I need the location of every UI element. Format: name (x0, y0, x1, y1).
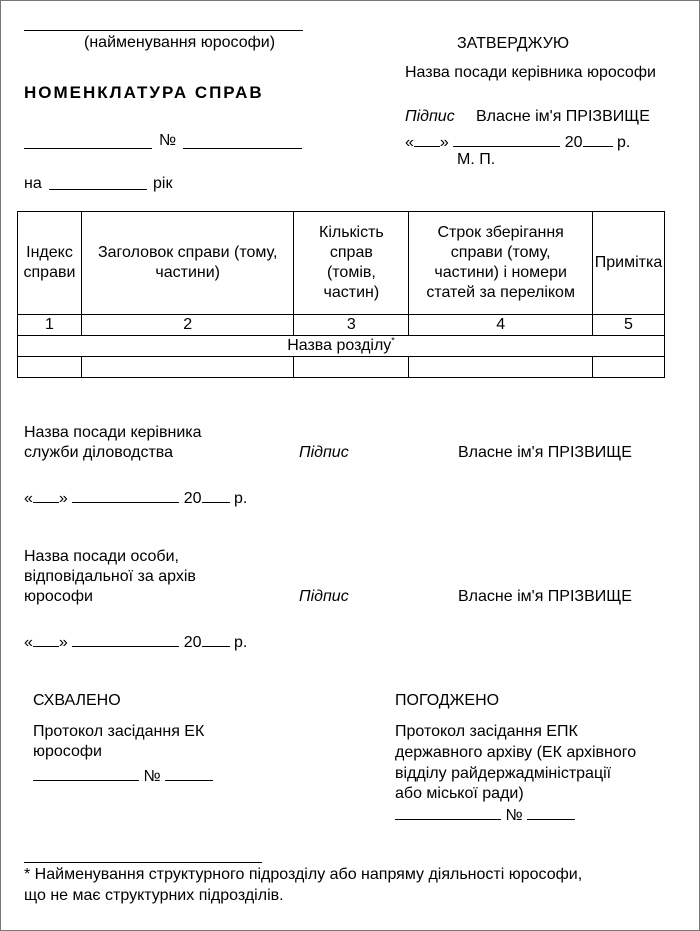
footnote-mark: * (391, 335, 395, 346)
date-open-quote: « (24, 490, 33, 507)
approval-position: Назва посади керівника юрософи (405, 64, 656, 81)
column-number: 4 (409, 315, 593, 336)
protocol-date-field[interactable] (33, 764, 139, 781)
year-field[interactable] (49, 189, 147, 190)
header-title: Заголовок справи (тому, частини) (81, 212, 293, 315)
approval-name: Власне ім'я ПРІЗВИЩЕ (476, 108, 650, 125)
signer2-date (24, 630, 247, 653)
agreed-line3: відділу райдержадміністрації (395, 765, 612, 782)
signer1-position-line2: служби діловодства (24, 444, 173, 461)
cell-title[interactable] (81, 357, 293, 378)
month-field[interactable] (72, 630, 179, 647)
approved-line1: Протокол засідання ЕК (33, 723, 205, 740)
org-name-caption: (найменування юрософи) (84, 34, 276, 51)
column-numbers-row (18, 315, 665, 336)
month-field[interactable] (72, 486, 179, 503)
date-open-quote: « (24, 634, 33, 651)
approval-title: ЗАТВЕРДЖУЮ (457, 35, 570, 52)
nomenclature-table (17, 211, 665, 378)
year-prefix: 20 (183, 490, 202, 507)
column-number: 5 (592, 315, 664, 336)
header-index: Індекс справи (18, 212, 82, 315)
section-name-cell (18, 336, 665, 357)
agreed-line1: Протокол засідання ЕПК (395, 723, 578, 740)
registry-field[interactable] (24, 148, 152, 149)
org-name-field[interactable] (24, 30, 303, 31)
signer2-signature: Підпис (299, 588, 349, 605)
footnote-divider (24, 862, 262, 863)
signer2-position-line1: Назва посади особи, (24, 548, 179, 565)
section-row (18, 336, 665, 357)
cell-retention[interactable] (409, 357, 593, 378)
signer1-signature: Підпис (299, 444, 349, 461)
agreed-line4: або міської ради) (395, 785, 524, 802)
column-number: 1 (18, 315, 82, 336)
approved-line2: юрософи (33, 743, 102, 760)
year-prefix: на (24, 175, 42, 192)
footnote-line1: * Найменування структурного підрозділу або напряму діяльності юрософи, (24, 866, 583, 883)
date-close-quote: » (58, 490, 68, 507)
year-prefix: 20 (183, 634, 202, 651)
year-prefix: 20 (564, 134, 583, 151)
protocol-date-field[interactable] (395, 803, 501, 820)
column-number: 2 (81, 315, 293, 336)
protocol-number-field[interactable] (527, 803, 575, 820)
approved-title: СХВАЛЕНО (33, 692, 121, 709)
agreed-line2: державного архіву (ЕК архівного (395, 744, 637, 761)
date-close-quote: » (439, 134, 449, 151)
day-field[interactable] (33, 630, 59, 647)
table-header-row (18, 212, 665, 315)
cell-note[interactable] (592, 357, 664, 378)
agreed-protocol (395, 803, 575, 826)
stamp-label: М. П. (457, 151, 496, 168)
date-open-quote: « (405, 134, 414, 151)
day-field[interactable] (414, 130, 440, 147)
header-note: Примітка (592, 212, 664, 315)
agreed-title: ПОГОДЖЕНО (395, 692, 500, 709)
year-field[interactable] (583, 130, 613, 147)
signer1-date (24, 486, 247, 509)
month-field[interactable] (453, 130, 560, 147)
signer2-position-line3: юрософи (24, 588, 93, 605)
column-number: 3 (294, 315, 409, 336)
number-field[interactable] (183, 148, 302, 149)
header-count: Кількість справ (томів, частин) (294, 212, 409, 315)
date-close-quote: » (58, 634, 68, 651)
signer1-name: Власне ім'я ПРІЗВИЩЕ (458, 444, 632, 461)
year-field[interactable] (202, 486, 230, 503)
table-row (18, 357, 665, 378)
day-field[interactable] (33, 486, 59, 503)
signer1-position-line1: Назва посади керівника (24, 424, 202, 441)
header-retention: Строк зберігання справи (тому, частини) і номери статей за переліком (409, 212, 593, 315)
approval-date (405, 130, 630, 153)
section-name: Назва розділу (287, 337, 392, 354)
approval-signature: Підпис (405, 108, 455, 125)
number-sign: № (159, 132, 177, 149)
year-suffix: рік (153, 175, 173, 192)
number-sign: № (505, 807, 523, 824)
footnote-line2: що не має структурних підрозділів. (24, 887, 284, 904)
cell-count[interactable] (294, 357, 409, 378)
signer2-position-line2: відповідальної за архів (24, 568, 196, 585)
number-sign: № (143, 768, 161, 785)
year-field[interactable] (202, 630, 230, 647)
document-title: НОМЕНКЛАТУРА СПРАВ (24, 83, 264, 102)
signer2-name: Власне ім'я ПРІЗВИЩЕ (458, 588, 632, 605)
approved-protocol (33, 764, 213, 787)
year-suffix: р. (233, 634, 248, 651)
year-suffix: р. (616, 134, 631, 151)
cell-index[interactable] (18, 357, 82, 378)
year-suffix: р. (233, 490, 248, 507)
protocol-number-field[interactable] (165, 764, 213, 781)
